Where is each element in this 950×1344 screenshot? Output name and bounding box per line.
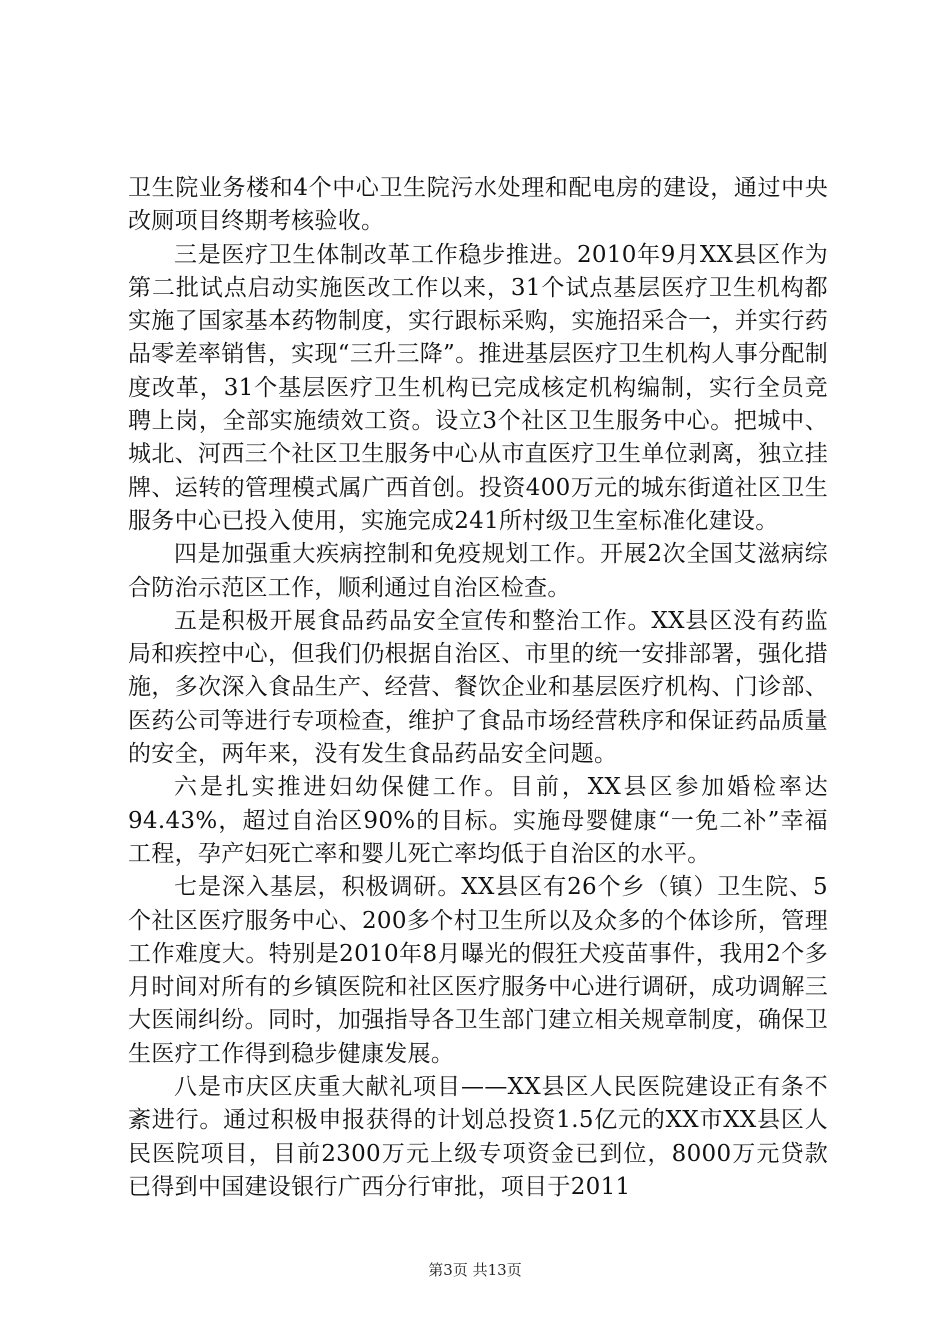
paragraph-hospital-project: 八是市庆区庆重大献礼项目——XX县区人民医院建设正有条不紊进行。通过积极申报获得的计划总投资1.5亿元的XX市XX县区人民医院项目，目前2300万元上级专项资金已到位，8000万元贷款已得到中国建设银行广西分行审批，项目于2011 — [128, 1074, 828, 1200]
paragraph-food-drug-safety: 五是积极开展食品药品安全宣传和整治工作。XX县区没有药监局和疾控中心，但我们仍根据自治区、市里的统一安排部署，强化措施，多次深入食品生产、经营、餐饮企业和基层医疗机构、门诊部、医药公司等进行专项检查，维护了食品市场经营秩序和保证药品质量的安全，两年来，没有发生食品药品安全问题。 — [128, 607, 828, 768]
paragraph-medical-reform: 三是医疗卫生体制改革工作稳步推进。2010年9月XX县区作为第二批试点启动实施医改工作以来，31个试点基层医疗卫生机构都实施了国家基本药物制度，实行跟标采购，实施招采合一，并实行药品零差率销售，实现“三升三降”。推进基层医疗卫生机构人事分配制度改革，31个基层医疗卫生机构已完成核定机构编制，实行全员竞聘上岗，全部实施绩效工资。设立3个社区卫生服务中心。把城中、城北、河西三个社区卫生服务中心从市直医疗卫生单位剥离，独立挂牌、运转的管理模式属广西首创。投资400万元的城东街道社区卫生服务中心已投入使用，实施完成241所村级卫生室标准化建设。 — [128, 241, 828, 534]
page-number-footer: 第3页 共13页 — [428, 1261, 522, 1279]
paragraph-disease-control: 四是加强重大疾病控制和免疫规划工作。开展2次全国艾滋病综合防治示范区工作，顺利通过自治区检查。 — [128, 541, 828, 601]
paragraph-continuation: 卫生院业务楼和4个中心卫生院污水处理和配电房的建设，通过中央改厕项目终期考核验收。 — [128, 175, 828, 235]
paragraph-maternal-child-health: 六是扎实推进妇幼保健工作。目前，XX县区参加婚检率达94.43%，超过自治区90%的目标。实施母婴健康“一免二补”幸福工程，孕产妇死亡率和婴儿死亡率均低于自治区的水平。 — [128, 774, 828, 867]
paragraph-grassroots-research: 七是深入基层，积极调研。XX县区有26个乡（镇）卫生院、5个社区医疗服务中心、200多个村卫生所以及众多的个体诊所，管理工作难度大。特别是2010年8月曝光的假狂犬疫苗事件，我用2个多月时间对所有的乡镇医院和社区医疗服务中心进行调研，成功调解三大医闹纠纷。同时，加强指导各卫生部门建立相关规章制度，确保卫生医疗工作得到稳步健康发展。 — [128, 874, 828, 1067]
body-text — [128, 172, 828, 1204]
